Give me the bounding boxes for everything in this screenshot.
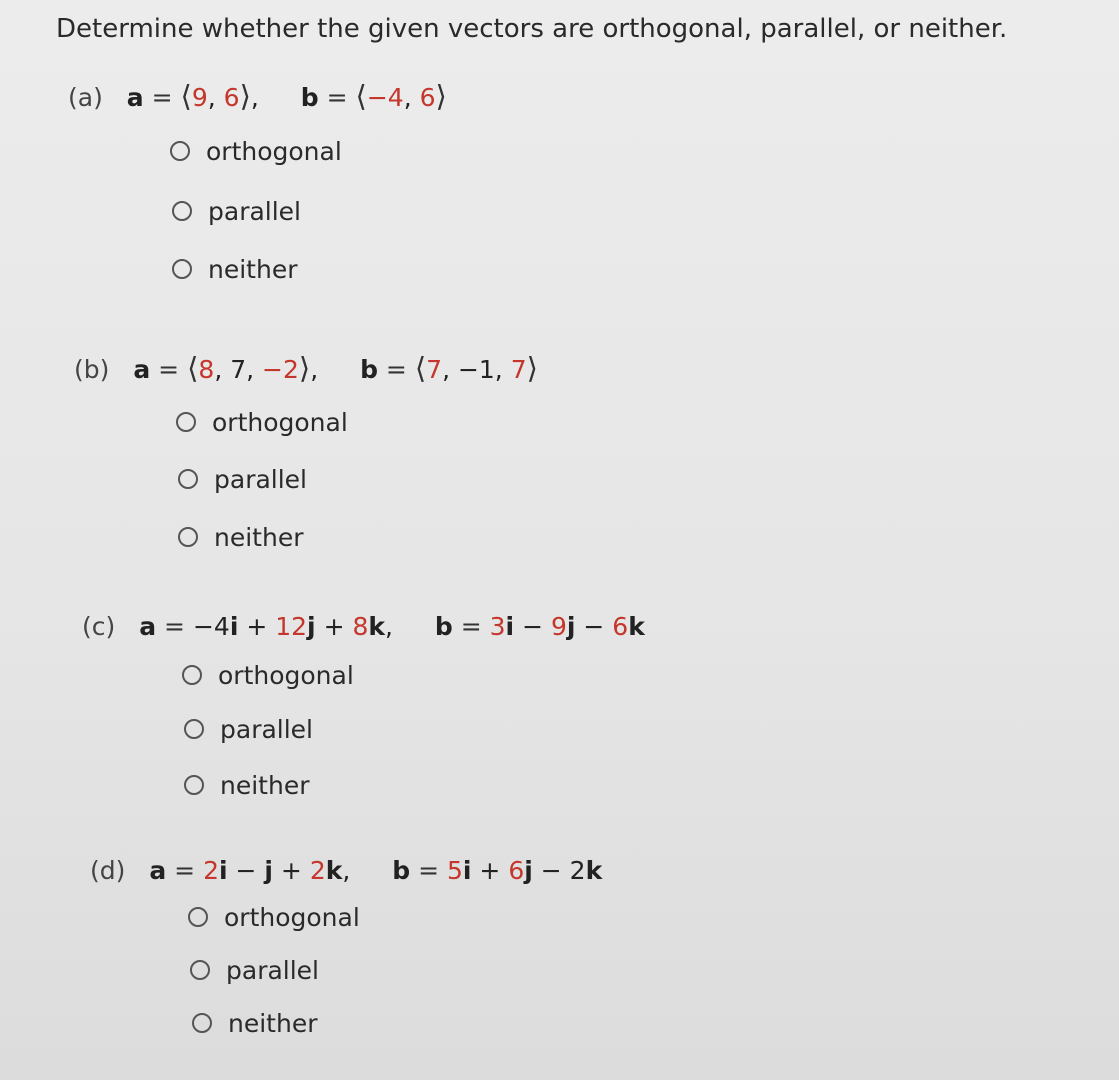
equals-sign: = xyxy=(385,355,415,384)
option-neither[interactable] xyxy=(178,521,303,553)
vector-token: −2 xyxy=(262,355,299,384)
option-neither[interactable] xyxy=(184,769,309,801)
vector-b-components xyxy=(490,612,645,641)
vector-token: 8 xyxy=(352,612,369,641)
part-b-label: (b) xyxy=(74,355,110,384)
option-label: orthogonal xyxy=(218,660,354,690)
radio-button[interactable] xyxy=(170,141,190,161)
option-label: orthogonal xyxy=(224,902,360,932)
equals-sign: = xyxy=(418,856,447,885)
part-a-vectors xyxy=(68,78,447,114)
vector-a-name: a xyxy=(126,83,144,112)
radio-button[interactable] xyxy=(178,469,198,489)
vector-token: i xyxy=(218,856,228,885)
radio-button[interactable] xyxy=(172,201,192,221)
option-neither[interactable] xyxy=(172,253,297,285)
vector-a-components xyxy=(187,351,319,385)
vector-token: , −1, xyxy=(442,355,511,384)
vector-token: − xyxy=(514,612,551,641)
vector-a-name: a xyxy=(133,355,151,384)
vector-token: 8 xyxy=(198,355,215,384)
vector-token: k xyxy=(325,856,343,885)
option-neither[interactable] xyxy=(192,1007,317,1039)
vector-token: , xyxy=(207,83,224,112)
radio-button[interactable] xyxy=(190,960,210,980)
radio-button[interactable] xyxy=(182,665,202,685)
part-a xyxy=(68,78,447,284)
vector-token: 6 xyxy=(419,83,436,112)
vector-b-name: b xyxy=(300,83,319,112)
vector-token: + xyxy=(272,856,310,885)
question-text: Determine whether the given vectors are orthogonal, parallel, or neither. xyxy=(56,14,1008,44)
vector-token: , 7, xyxy=(214,355,263,384)
vector-token: −4 xyxy=(192,612,230,641)
radio-button[interactable] xyxy=(188,907,208,927)
vector-token: j xyxy=(524,856,533,885)
vector-a-name: a xyxy=(139,612,157,641)
vector-token: 12 xyxy=(275,612,308,641)
option-label: parallel xyxy=(220,714,314,744)
vector-token: ⟩ xyxy=(239,79,251,113)
vector-token: ⟨ xyxy=(414,351,427,385)
option-label: neither xyxy=(214,522,304,552)
vector-token: , xyxy=(385,612,393,641)
vector-token: −4 xyxy=(366,83,404,112)
vector-token: + xyxy=(471,856,509,885)
vector-token: , xyxy=(342,856,351,885)
vector-token: + xyxy=(315,612,353,641)
option-label: neither xyxy=(220,770,310,800)
vector-token: − xyxy=(575,612,613,641)
vector-token: − xyxy=(227,856,265,885)
vector-token: 7 xyxy=(510,355,527,384)
vector-token: 7 xyxy=(426,355,443,384)
vector-token: i xyxy=(505,612,515,641)
option-label: parallel xyxy=(208,196,302,226)
option-label: neither xyxy=(208,254,298,284)
option-orthogonal[interactable] xyxy=(182,659,354,691)
equals-sign: = xyxy=(326,83,356,112)
part-b-vectors xyxy=(74,350,538,386)
vector-token: ⟩ xyxy=(526,351,538,385)
vector-token: j xyxy=(264,856,273,885)
radio-button[interactable] xyxy=(184,719,204,739)
vector-token: 6 xyxy=(223,83,240,112)
option-parallel[interactable] xyxy=(172,195,301,227)
option-orthogonal[interactable] xyxy=(176,406,348,438)
part-a-label: (a) xyxy=(68,83,103,112)
option-parallel[interactable] xyxy=(178,463,307,495)
vector-token: + xyxy=(238,612,276,641)
vector-token: − xyxy=(532,856,570,885)
radio-button[interactable] xyxy=(176,412,196,432)
vector-token: j xyxy=(307,612,316,641)
vector-a-components xyxy=(203,856,350,885)
part-c xyxy=(82,609,645,800)
vector-token: , xyxy=(310,355,319,384)
vector-b-components xyxy=(414,351,538,385)
vector-token: 6 xyxy=(612,612,629,641)
vector-b-name: b xyxy=(360,355,378,384)
vector-token: k xyxy=(628,612,645,641)
radio-button[interactable] xyxy=(192,1013,212,1033)
option-label: orthogonal xyxy=(212,407,348,437)
equals-sign: = xyxy=(174,856,204,885)
part-c-vectors xyxy=(82,609,645,645)
option-label: neither xyxy=(228,1008,318,1038)
vector-token: 6 xyxy=(508,856,525,885)
radio-button[interactable] xyxy=(178,527,198,547)
part-d-label: (d) xyxy=(90,856,126,885)
vector-token: j xyxy=(566,612,576,641)
vector-token: 2 xyxy=(309,856,326,885)
option-label: orthogonal xyxy=(206,136,342,166)
vector-token: i xyxy=(229,612,239,641)
option-orthogonal[interactable] xyxy=(170,135,342,167)
vector-token: ⟨ xyxy=(187,351,199,385)
option-orthogonal[interactable] xyxy=(188,901,360,933)
vector-token: k xyxy=(368,612,386,641)
part-b xyxy=(74,350,538,552)
vector-token: , xyxy=(403,83,420,112)
option-parallel[interactable] xyxy=(184,713,313,745)
vector-token: 3 xyxy=(489,612,506,641)
vector-b-components xyxy=(447,856,602,885)
vector-token: 2 xyxy=(569,856,586,885)
vector-token: ⟩ xyxy=(298,351,311,385)
vector-token: 9 xyxy=(191,83,208,112)
equals-sign: = xyxy=(164,612,193,641)
vector-token: ⟨ xyxy=(355,79,367,113)
option-parallel[interactable] xyxy=(190,954,319,986)
vector-token: 5 xyxy=(447,856,463,885)
radio-button[interactable] xyxy=(172,259,192,279)
part-d-vectors xyxy=(90,853,602,889)
option-label: parallel xyxy=(226,955,320,985)
option-label: parallel xyxy=(214,464,308,494)
equals-sign: = xyxy=(460,612,490,641)
vector-token: k xyxy=(585,856,603,885)
vector-a-components xyxy=(180,79,259,113)
vector-token: 9 xyxy=(550,612,567,641)
vector-b-name: b xyxy=(434,612,453,641)
part-c-label: (c) xyxy=(82,612,116,641)
vector-token: , xyxy=(250,83,259,112)
equals-sign: = xyxy=(158,355,188,384)
part-d xyxy=(90,853,603,1038)
vector-token: ⟩ xyxy=(435,79,447,113)
radio-button[interactable] xyxy=(184,775,204,795)
vector-b-name: b xyxy=(392,856,411,885)
vector-token: i xyxy=(462,856,472,885)
vector-a-components xyxy=(193,612,393,641)
equals-sign: = xyxy=(151,83,181,112)
vector-a-name: a xyxy=(149,856,167,885)
vector-b-components xyxy=(355,79,447,113)
vector-token: ⟨ xyxy=(180,79,192,113)
vector-token: 2 xyxy=(203,856,219,885)
